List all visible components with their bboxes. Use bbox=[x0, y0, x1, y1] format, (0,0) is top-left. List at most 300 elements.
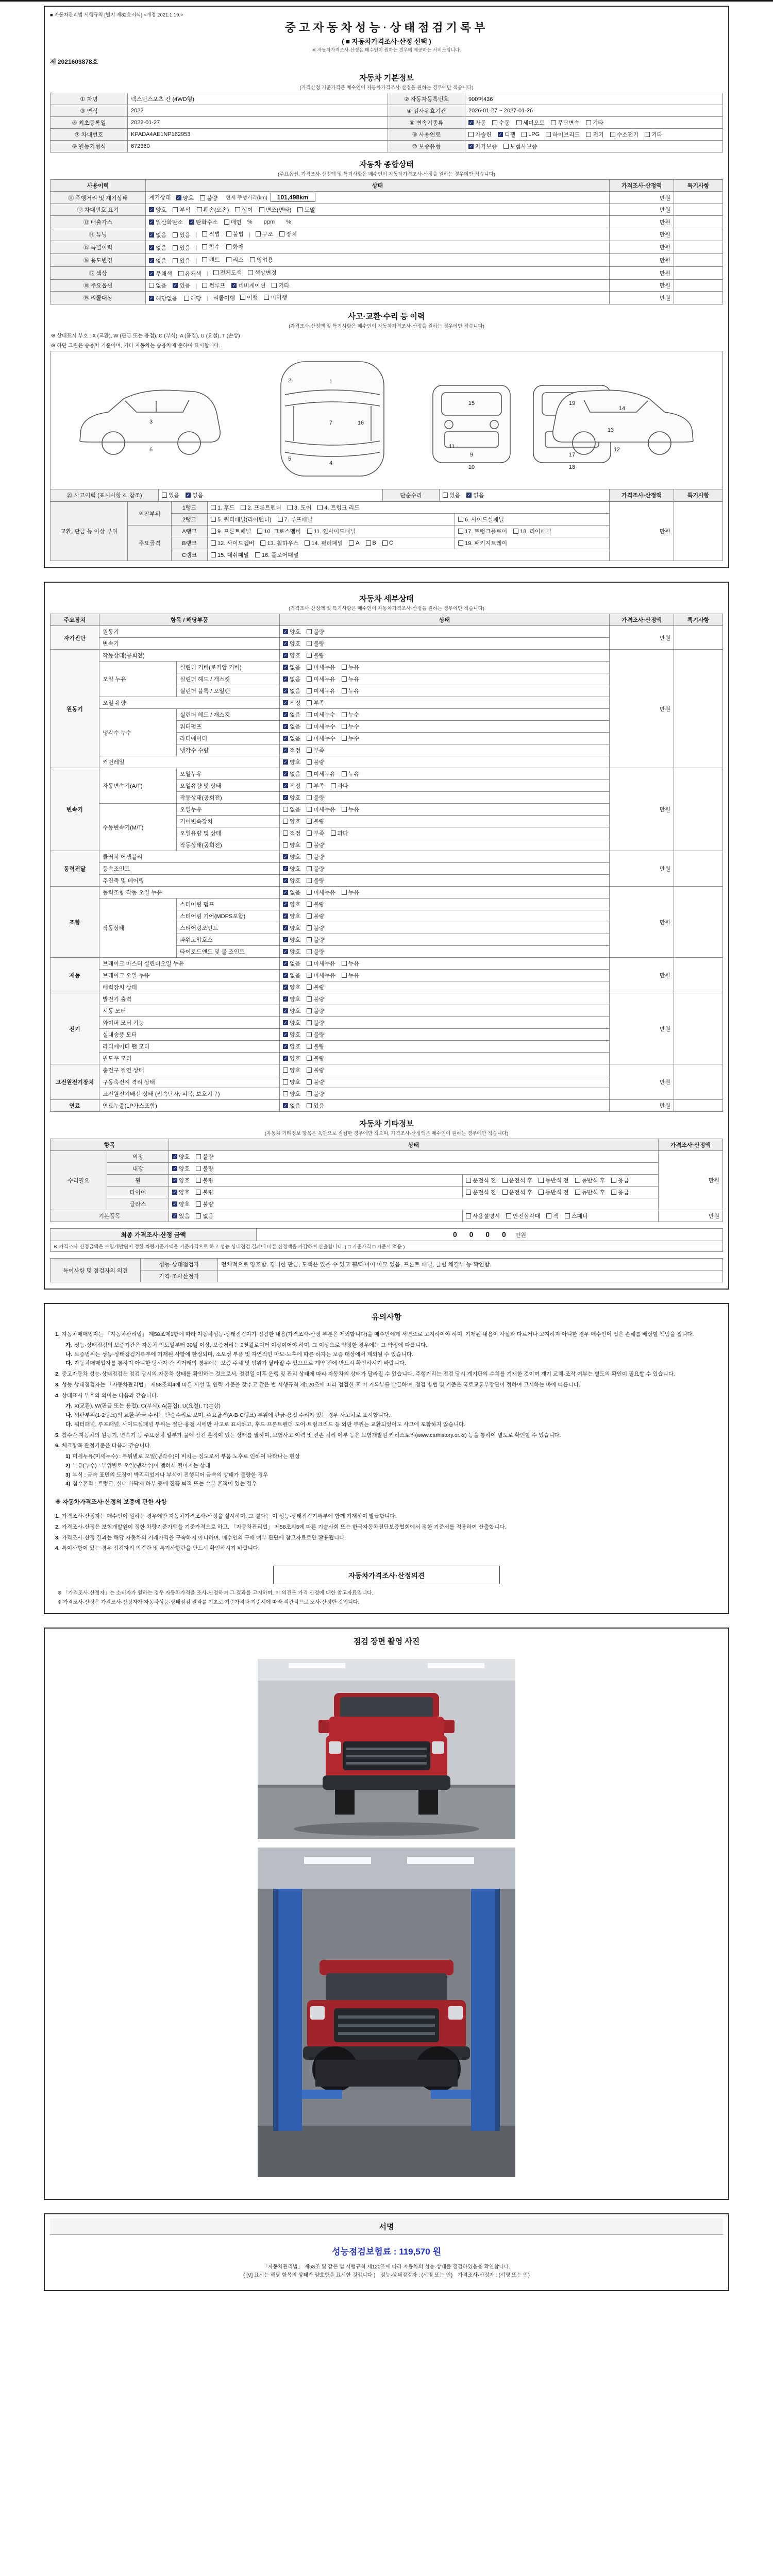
checkbox-icon[interactable] bbox=[283, 1091, 288, 1096]
checkbox-option[interactable] bbox=[173, 231, 190, 239]
checkbox-icon[interactable] bbox=[226, 231, 231, 236]
checkbox-option[interactable] bbox=[458, 527, 507, 535]
checkbox-option[interactable] bbox=[283, 888, 300, 896]
checkbox-icon[interactable] bbox=[260, 540, 265, 546]
checkbox-icon[interactable] bbox=[307, 831, 312, 836]
checkbox-checked-icon[interactable]: ✓ bbox=[149, 296, 154, 301]
checkbox-option[interactable] bbox=[342, 959, 359, 968]
checkbox-option[interactable] bbox=[283, 675, 300, 683]
checkbox-icon[interactable] bbox=[200, 195, 205, 200]
checkbox-checked-icon[interactable]: ✓ bbox=[283, 736, 288, 741]
checkbox-icon[interactable] bbox=[307, 1079, 312, 1084]
checkbox-option[interactable] bbox=[173, 257, 190, 265]
checkbox-checked-icon[interactable]: ✓ bbox=[149, 271, 154, 276]
checkbox-icon[interactable] bbox=[264, 295, 269, 300]
checkbox-option[interactable] bbox=[278, 515, 313, 523]
checkbox-icon[interactable] bbox=[305, 540, 310, 546]
checkbox-option[interactable] bbox=[172, 1212, 190, 1220]
checkbox-icon[interactable] bbox=[307, 653, 312, 658]
checkbox-option[interactable] bbox=[283, 1066, 300, 1074]
checkbox-icon[interactable] bbox=[307, 807, 312, 812]
checkbox-checked-icon[interactable]: ✓ bbox=[173, 1213, 177, 1218]
checkbox-checked-icon[interactable]: ✓ bbox=[283, 1044, 288, 1049]
checkbox-option[interactable] bbox=[307, 817, 324, 825]
checkbox-option[interactable] bbox=[283, 959, 300, 968]
checkbox-icon[interactable] bbox=[226, 244, 231, 249]
checkbox-option[interactable] bbox=[259, 206, 292, 214]
checkbox-icon[interactable] bbox=[307, 973, 312, 978]
checkbox-option[interactable] bbox=[264, 293, 287, 301]
checkbox-option[interactable] bbox=[516, 118, 545, 127]
checkbox-icon[interactable] bbox=[307, 842, 312, 848]
checkbox-option[interactable] bbox=[307, 793, 324, 802]
checkbox-icon[interactable] bbox=[196, 1154, 201, 1159]
checkbox-option[interactable] bbox=[202, 281, 225, 290]
checkbox-icon[interactable] bbox=[307, 1067, 312, 1073]
checkbox-icon[interactable] bbox=[283, 1067, 288, 1073]
checkbox-option[interactable] bbox=[283, 746, 300, 754]
checkbox-checked-icon[interactable]: ✓ bbox=[283, 1103, 288, 1108]
checkbox-option[interactable] bbox=[283, 829, 300, 837]
checkbox-option[interactable] bbox=[196, 1212, 213, 1220]
checkbox-option[interactable] bbox=[342, 675, 359, 683]
checkbox-option[interactable] bbox=[149, 294, 178, 302]
checkbox-icon[interactable] bbox=[173, 232, 178, 238]
checkbox-icon[interactable] bbox=[184, 296, 189, 301]
checkbox-option[interactable] bbox=[522, 131, 540, 138]
checkbox-option[interactable] bbox=[283, 865, 300, 873]
checkbox-option[interactable] bbox=[342, 687, 359, 695]
checkbox-icon[interactable] bbox=[466, 1178, 471, 1183]
checkbox-option[interactable] bbox=[539, 1176, 569, 1184]
checkbox-option[interactable] bbox=[546, 130, 580, 139]
checkbox-icon[interactable] bbox=[546, 1213, 551, 1218]
checkbox-option[interactable] bbox=[288, 503, 311, 512]
checkbox-checked-icon[interactable]: ✓ bbox=[283, 688, 288, 693]
checkbox-option[interactable] bbox=[307, 900, 324, 908]
checkbox-option[interactable] bbox=[149, 231, 166, 239]
checkbox-checked-icon[interactable]: ✓ bbox=[173, 1201, 177, 1207]
checkbox-option[interactable] bbox=[173, 244, 190, 252]
checkbox-option[interactable] bbox=[184, 294, 201, 302]
checkbox-icon[interactable] bbox=[466, 1213, 471, 1218]
checkbox-option[interactable] bbox=[466, 1176, 496, 1184]
checkbox-option[interactable] bbox=[307, 971, 335, 979]
checkbox-icon[interactable] bbox=[458, 540, 463, 546]
checkbox-checked-icon[interactable]: ✓ bbox=[283, 724, 288, 729]
checkbox-option[interactable] bbox=[283, 699, 300, 707]
checkbox-icon[interactable] bbox=[342, 961, 347, 966]
checkbox-option[interactable] bbox=[307, 1090, 324, 1098]
checkbox-option[interactable] bbox=[178, 269, 201, 278]
checkbox-icon[interactable] bbox=[516, 120, 522, 125]
checkbox-option[interactable] bbox=[342, 888, 359, 896]
checkbox-option[interactable] bbox=[211, 515, 272, 523]
checkbox-checked-icon[interactable]: ✓ bbox=[283, 783, 288, 788]
checkbox-icon[interactable] bbox=[307, 1056, 312, 1061]
checkbox-option[interactable] bbox=[176, 194, 194, 202]
checkbox-option[interactable] bbox=[575, 1176, 606, 1184]
checkbox-icon[interactable] bbox=[565, 1213, 570, 1218]
checkbox-option[interactable] bbox=[186, 491, 203, 499]
checkbox-option[interactable] bbox=[305, 539, 343, 547]
checkbox-icon[interactable] bbox=[307, 783, 312, 788]
checkbox-checked-icon[interactable]: ✓ bbox=[283, 759, 288, 765]
checkbox-option[interactable] bbox=[279, 230, 297, 238]
checkbox-icon[interactable] bbox=[458, 517, 463, 522]
checkbox-option[interactable] bbox=[283, 924, 300, 932]
checkbox-icon[interactable] bbox=[575, 1178, 580, 1183]
checkbox-option[interactable] bbox=[546, 1212, 559, 1220]
checkbox-icon[interactable] bbox=[211, 540, 216, 546]
checkbox-checked-icon[interactable]: ✓ bbox=[283, 748, 288, 753]
checkbox-option[interactable] bbox=[307, 805, 335, 814]
checkbox-checked-icon[interactable]: ✓ bbox=[149, 219, 154, 225]
checkbox-checked-icon[interactable]: ✓ bbox=[149, 232, 154, 238]
checkbox-icon[interactable] bbox=[162, 493, 167, 498]
checkbox-option[interactable] bbox=[575, 1188, 606, 1196]
checkbox-icon[interactable] bbox=[196, 1166, 201, 1171]
checkbox-option[interactable] bbox=[307, 876, 324, 885]
checkbox-option[interactable] bbox=[307, 675, 335, 683]
checkbox-option[interactable] bbox=[283, 1078, 300, 1086]
checkbox-icon[interactable] bbox=[307, 759, 312, 765]
checkbox-option[interactable] bbox=[342, 663, 359, 671]
checkbox-option[interactable] bbox=[173, 281, 190, 290]
checkbox-icon[interactable] bbox=[539, 1190, 544, 1195]
checkbox-checked-icon[interactable]: ✓ bbox=[283, 665, 288, 670]
checkbox-icon[interactable] bbox=[551, 120, 556, 125]
checkbox-icon[interactable] bbox=[307, 1020, 312, 1025]
checkbox-option[interactable] bbox=[149, 218, 183, 226]
checkbox-option[interactable] bbox=[551, 118, 580, 127]
checkbox-option[interactable] bbox=[307, 1007, 324, 1015]
checkbox-option[interactable] bbox=[443, 491, 460, 499]
checkbox-icon[interactable] bbox=[297, 207, 303, 212]
checkbox-option[interactable] bbox=[283, 770, 300, 778]
checkbox-icon[interactable] bbox=[492, 120, 497, 125]
checkbox-option[interactable] bbox=[307, 639, 324, 648]
checkbox-option[interactable] bbox=[342, 805, 359, 814]
checkbox-option[interactable] bbox=[307, 746, 324, 754]
checkbox-icon[interactable] bbox=[307, 529, 312, 534]
checkbox-icon[interactable] bbox=[307, 878, 312, 883]
checkbox-icon[interactable] bbox=[522, 132, 527, 137]
checkbox-checked-icon[interactable]: ✓ bbox=[173, 283, 178, 288]
checkbox-checked-icon[interactable]: ✓ bbox=[283, 878, 288, 883]
checkbox-icon[interactable] bbox=[307, 1103, 312, 1108]
checkbox-icon[interactable] bbox=[288, 505, 293, 510]
checkbox-checked-icon[interactable]: ✓ bbox=[283, 641, 288, 646]
checkbox-option[interactable] bbox=[149, 257, 166, 265]
checkbox-option[interactable] bbox=[382, 540, 393, 546]
checkbox-checked-icon[interactable]: ✓ bbox=[283, 949, 288, 954]
checkbox-icon[interactable] bbox=[307, 985, 312, 990]
checkbox-option[interactable] bbox=[196, 1200, 213, 1208]
checkbox-checked-icon[interactable]: ✓ bbox=[283, 985, 288, 990]
checkbox-option[interactable] bbox=[283, 841, 300, 849]
checkbox-option[interactable] bbox=[349, 540, 359, 546]
checkbox-option[interactable] bbox=[283, 639, 300, 648]
checkbox-checked-icon[interactable]: ✓ bbox=[283, 913, 288, 919]
checkbox-icon[interactable] bbox=[342, 736, 347, 741]
checkbox-option[interactable] bbox=[307, 947, 324, 956]
checkbox-icon[interactable] bbox=[502, 1178, 508, 1183]
checkbox-option[interactable] bbox=[202, 230, 220, 238]
checkbox-option[interactable] bbox=[610, 130, 639, 139]
checkbox-checked-icon[interactable]: ✓ bbox=[283, 854, 288, 859]
checkbox-icon[interactable] bbox=[307, 736, 312, 741]
checkbox-option[interactable] bbox=[283, 758, 300, 766]
checkbox-option[interactable] bbox=[539, 1188, 569, 1196]
checkbox-option[interactable] bbox=[211, 527, 251, 535]
checkbox-icon[interactable] bbox=[546, 132, 551, 137]
checkbox-icon[interactable] bbox=[307, 712, 312, 717]
checkbox-icon[interactable] bbox=[307, 665, 312, 670]
checkbox-option[interactable] bbox=[202, 256, 220, 264]
checkbox-checked-icon[interactable]: ✓ bbox=[149, 258, 154, 263]
checkbox-option[interactable] bbox=[307, 758, 324, 766]
checkbox-icon[interactable] bbox=[196, 1213, 201, 1218]
checkbox-option[interactable] bbox=[307, 1054, 324, 1062]
checkbox-icon[interactable] bbox=[610, 132, 615, 137]
checkbox-icon[interactable] bbox=[235, 207, 240, 212]
checkbox-icon[interactable] bbox=[307, 937, 312, 942]
checkbox-icon[interactable] bbox=[307, 724, 312, 729]
checkbox-option[interactable] bbox=[283, 663, 300, 671]
checkbox-icon[interactable] bbox=[342, 665, 347, 670]
checkbox-icon[interactable] bbox=[196, 1201, 201, 1207]
checkbox-option[interactable] bbox=[307, 983, 324, 991]
checkbox-option[interactable] bbox=[466, 1212, 500, 1220]
checkbox-checked-icon[interactable]: ✓ bbox=[283, 629, 288, 634]
checkbox-option[interactable] bbox=[213, 268, 242, 277]
checkbox-icon[interactable] bbox=[211, 505, 216, 510]
checkbox-checked-icon[interactable]: ✓ bbox=[173, 1154, 177, 1159]
checkbox-icon[interactable] bbox=[279, 231, 284, 236]
checkbox-checked-icon[interactable]: ✓ bbox=[283, 973, 288, 978]
checkbox-checked-icon[interactable]: ✓ bbox=[283, 1020, 288, 1025]
checkbox-option[interactable] bbox=[283, 853, 300, 861]
checkbox-checked-icon[interactable]: ✓ bbox=[283, 795, 288, 800]
checkbox-option[interactable] bbox=[196, 1153, 213, 1161]
checkbox-icon[interactable] bbox=[307, 819, 312, 824]
checkbox-checked-icon[interactable]: ✓ bbox=[283, 961, 288, 966]
checkbox-option[interactable] bbox=[283, 722, 300, 731]
checkbox-option[interactable] bbox=[283, 687, 300, 695]
checkbox-icon[interactable] bbox=[307, 1091, 312, 1096]
checkbox-option[interactable] bbox=[342, 734, 359, 742]
checkbox-option[interactable] bbox=[240, 293, 258, 301]
checkbox-option[interactable] bbox=[162, 491, 179, 499]
checkbox-option[interactable] bbox=[226, 230, 244, 238]
checkbox-icon[interactable] bbox=[202, 283, 207, 288]
checkbox-icon[interactable] bbox=[178, 271, 183, 276]
checkbox-option[interactable] bbox=[307, 1066, 324, 1074]
checkbox-icon[interactable] bbox=[283, 819, 288, 824]
checkbox-option[interactable] bbox=[211, 551, 249, 559]
checkbox-option[interactable] bbox=[255, 551, 298, 559]
checkbox-option[interactable] bbox=[283, 876, 300, 885]
checkbox-icon[interactable] bbox=[307, 771, 312, 776]
checkbox-option[interactable] bbox=[283, 900, 300, 908]
checkbox-icon[interactable] bbox=[586, 120, 591, 125]
checkbox-option[interactable] bbox=[492, 118, 510, 127]
checkbox-icon[interactable] bbox=[366, 540, 371, 546]
checkbox-icon[interactable] bbox=[307, 890, 312, 895]
checkbox-option[interactable] bbox=[283, 1090, 300, 1098]
checkbox-checked-icon[interactable]: ✓ bbox=[283, 937, 288, 942]
checkbox-option[interactable] bbox=[468, 142, 497, 150]
checkbox-option[interactable] bbox=[307, 663, 335, 671]
checkbox-option[interactable] bbox=[307, 770, 335, 778]
checkbox-option[interactable] bbox=[172, 1188, 190, 1196]
checkbox-option[interactable] bbox=[226, 256, 244, 264]
checkbox-icon[interactable] bbox=[307, 961, 312, 966]
checkbox-icon[interactable] bbox=[226, 257, 231, 262]
checkbox-checked-icon[interactable]: ✓ bbox=[283, 866, 288, 871]
checkbox-option[interactable] bbox=[307, 924, 324, 932]
checkbox-option[interactable] bbox=[149, 281, 166, 290]
checkbox-icon[interactable] bbox=[307, 996, 312, 1002]
checkbox-checked-icon[interactable]: ✓ bbox=[283, 902, 288, 907]
checkbox-option[interactable] bbox=[586, 130, 603, 139]
checkbox-option[interactable] bbox=[458, 539, 507, 547]
checkbox-icon[interactable] bbox=[342, 890, 347, 895]
checkbox-icon[interactable] bbox=[307, 629, 312, 634]
checkbox-icon[interactable] bbox=[466, 1190, 471, 1195]
checkbox-option[interactable] bbox=[307, 722, 335, 731]
checkbox-option[interactable] bbox=[586, 118, 603, 127]
checkbox-option[interactable] bbox=[211, 539, 254, 547]
checkbox-icon[interactable] bbox=[211, 529, 216, 534]
checkbox-icon[interactable] bbox=[202, 231, 207, 236]
checkbox-option[interactable] bbox=[506, 1212, 540, 1220]
checkbox-icon[interactable] bbox=[307, 949, 312, 954]
checkbox-option[interactable] bbox=[149, 206, 166, 214]
checkbox-option[interactable] bbox=[202, 243, 220, 251]
checkbox-checked-icon[interactable]: ✓ bbox=[283, 653, 288, 658]
checkbox-option[interactable] bbox=[231, 281, 265, 290]
checkbox-option[interactable] bbox=[466, 1188, 496, 1196]
checkbox-checked-icon[interactable]: ✓ bbox=[283, 700, 288, 705]
checkbox-option[interactable] bbox=[173, 206, 190, 214]
checkbox-option[interactable] bbox=[307, 829, 324, 837]
checkbox-option[interactable] bbox=[307, 734, 335, 742]
checkbox-option[interactable] bbox=[283, 1030, 300, 1039]
checkbox-option[interactable] bbox=[189, 218, 218, 226]
checkbox-option[interactable] bbox=[468, 130, 492, 139]
checkbox-icon[interactable] bbox=[575, 1190, 580, 1195]
checkbox-option[interactable] bbox=[196, 1164, 213, 1173]
checkbox-option[interactable] bbox=[283, 793, 300, 802]
checkbox-icon[interactable] bbox=[202, 257, 207, 262]
checkbox-checked-icon[interactable]: ✓ bbox=[232, 283, 237, 288]
checkbox-option[interactable] bbox=[241, 503, 281, 512]
checkbox-option[interactable] bbox=[283, 817, 300, 825]
checkbox-checked-icon[interactable]: ✓ bbox=[467, 493, 472, 498]
checkbox-option[interactable] bbox=[502, 1176, 533, 1184]
checkbox-checked-icon[interactable]: ✓ bbox=[283, 771, 288, 776]
checkbox-icon[interactable] bbox=[307, 688, 312, 693]
checkbox-icon[interactable] bbox=[224, 219, 229, 225]
checkbox-icon[interactable] bbox=[458, 529, 463, 534]
checkbox-icon[interactable] bbox=[645, 132, 650, 137]
checkbox-option[interactable] bbox=[307, 936, 324, 944]
checkbox-checked-icon[interactable]: ✓ bbox=[176, 195, 181, 200]
checkbox-option[interactable] bbox=[248, 268, 277, 277]
checkbox-checked-icon[interactable]: ✓ bbox=[283, 676, 288, 682]
checkbox-option[interactable] bbox=[283, 936, 300, 944]
checkbox-option[interactable] bbox=[283, 1042, 300, 1050]
checkbox-option[interactable] bbox=[307, 782, 324, 790]
checkbox-option[interactable] bbox=[307, 1078, 324, 1086]
checkbox-option[interactable] bbox=[342, 971, 359, 979]
checkbox-option[interactable] bbox=[565, 1212, 588, 1220]
checkbox-icon[interactable] bbox=[342, 712, 347, 717]
checkbox-option[interactable] bbox=[611, 1188, 629, 1196]
checkbox-option[interactable] bbox=[307, 1019, 324, 1027]
checkbox-option[interactable] bbox=[307, 1101, 324, 1110]
checkbox-option[interactable] bbox=[283, 912, 300, 920]
checkbox-icon[interactable] bbox=[331, 783, 336, 788]
checkbox-option[interactable] bbox=[307, 699, 324, 707]
checkbox-icon[interactable] bbox=[307, 700, 312, 705]
checkbox-option[interactable] bbox=[307, 527, 356, 535]
checkbox-option[interactable] bbox=[224, 218, 242, 226]
checkbox-option[interactable] bbox=[307, 628, 324, 636]
checkbox-icon[interactable] bbox=[506, 1213, 511, 1218]
checkbox-option[interactable] bbox=[149, 244, 166, 252]
checkbox-icon[interactable] bbox=[342, 676, 347, 682]
checkbox-option[interactable] bbox=[226, 243, 244, 251]
checkbox-option[interactable] bbox=[283, 1054, 300, 1062]
checkbox-option[interactable] bbox=[172, 1200, 190, 1208]
checkbox-icon[interactable] bbox=[317, 505, 323, 510]
checkbox-option[interactable] bbox=[366, 540, 376, 546]
checkbox-icon[interactable] bbox=[283, 831, 288, 836]
checkbox-checked-icon[interactable]: ✓ bbox=[498, 132, 502, 137]
checkbox-icon[interactable] bbox=[307, 1008, 312, 1013]
checkbox-icon[interactable] bbox=[331, 831, 336, 836]
checkbox-icon[interactable] bbox=[342, 771, 347, 776]
checkbox-icon[interactable] bbox=[173, 207, 178, 212]
checkbox-icon[interactable] bbox=[283, 842, 288, 848]
checkbox-option[interactable] bbox=[342, 710, 359, 719]
checkbox-option[interactable] bbox=[283, 1007, 300, 1015]
checkbox-icon[interactable] bbox=[255, 552, 260, 557]
checkbox-option[interactable] bbox=[256, 230, 273, 238]
checkbox-icon[interactable] bbox=[211, 552, 216, 557]
checkbox-checked-icon[interactable]: ✓ bbox=[149, 207, 154, 212]
checkbox-checked-icon[interactable]: ✓ bbox=[283, 1056, 288, 1061]
checkbox-icon[interactable] bbox=[382, 540, 388, 546]
checkbox-icon[interactable] bbox=[307, 925, 312, 930]
checkbox-option[interactable] bbox=[307, 1030, 324, 1039]
checkbox-icon[interactable] bbox=[307, 866, 312, 871]
checkbox-option[interactable] bbox=[172, 1176, 190, 1184]
checkbox-option[interactable] bbox=[200, 194, 217, 202]
checkbox-option[interactable] bbox=[257, 527, 300, 535]
checkbox-icon[interactable] bbox=[539, 1178, 544, 1183]
checkbox-icon[interactable] bbox=[240, 295, 245, 300]
checkbox-option[interactable] bbox=[197, 206, 229, 214]
checkbox-option[interactable] bbox=[283, 983, 300, 991]
checkbox-checked-icon[interactable]: ✓ bbox=[283, 925, 288, 930]
checkbox-option[interactable] bbox=[513, 527, 551, 535]
checkbox-option[interactable] bbox=[283, 995, 300, 1003]
checkbox-option[interactable] bbox=[458, 515, 504, 523]
